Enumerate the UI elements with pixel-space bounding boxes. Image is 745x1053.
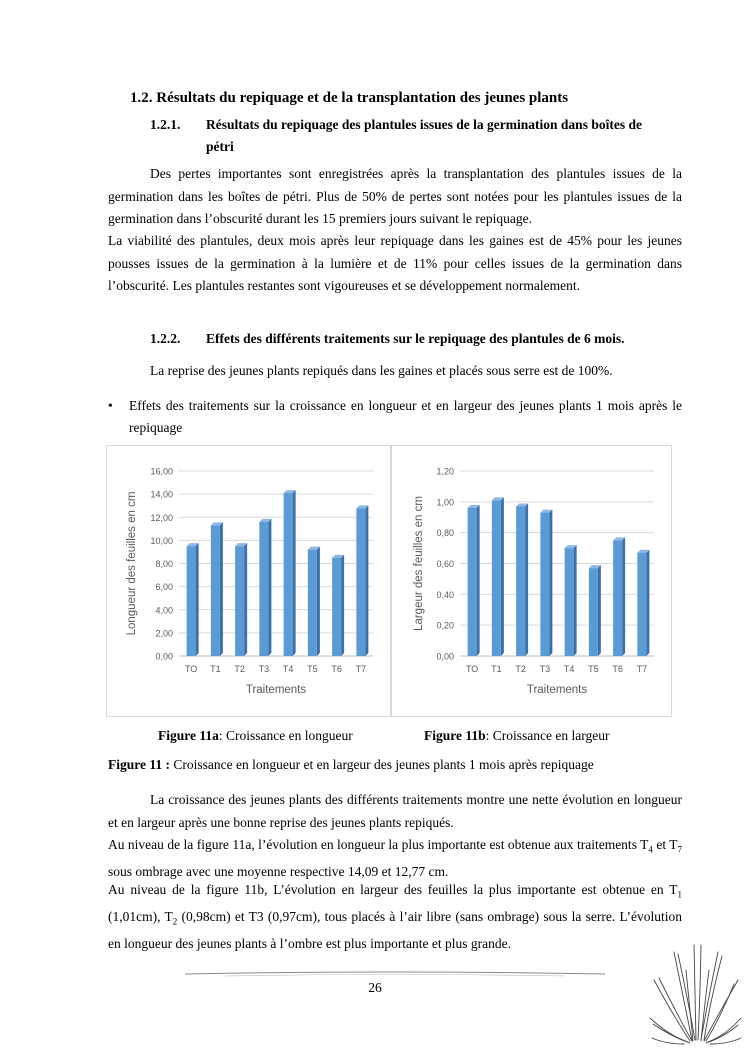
paragraph-fig11a-part1: Au niveau de la figure 11a, l’évolution en longueur la plus importante est obtenue aux traitements T bbox=[108, 837, 649, 852]
chart-11b-bar bbox=[516, 506, 525, 656]
chart-11b-xtick-label: T4 bbox=[563, 664, 575, 674]
chart-11a-xtick-label: T7 bbox=[355, 664, 367, 674]
subscript-4: 4 bbox=[648, 844, 653, 855]
paragraph-fig11b-part1: Au niveau de la figure 11b, L’évolution en largeur des feuilles la plus importante est obtenue en T bbox=[108, 882, 678, 897]
chart-11a-bar-side bbox=[244, 543, 247, 656]
chart-11a-bar bbox=[356, 508, 365, 656]
subsection-2-title: Effets des différents traitements sur le repiquage des plantules de 6 mois. bbox=[206, 331, 625, 346]
chart-11a-ytick-label: 12,00 bbox=[150, 512, 173, 523]
chart-11a-bar-side bbox=[341, 555, 344, 656]
chart-11b-ytick-label: 0,20 bbox=[436, 620, 454, 631]
subscript-7: 7 bbox=[677, 844, 682, 855]
chart-11a-bar bbox=[308, 550, 317, 656]
page-number: 26 bbox=[368, 980, 382, 995]
caption-11b-label: Figure 11b bbox=[424, 728, 486, 743]
chart-11b-bar-side bbox=[501, 497, 504, 656]
chart-11b-bar-side bbox=[525, 503, 528, 656]
chart-11b-bar bbox=[637, 553, 646, 656]
chart-11a-bar bbox=[284, 493, 293, 656]
chart-11a-bar-side bbox=[220, 522, 223, 656]
chart-11a-bar bbox=[235, 546, 244, 656]
chart-11a-frame bbox=[106, 445, 391, 717]
paragraph-recovery: La reprise des jeunes plants repiqués dans les gaines et placés sous serre est de 100%. bbox=[150, 363, 613, 378]
chart-11b-xtick-label: T5 bbox=[588, 664, 599, 674]
chart-11b-bar bbox=[540, 513, 549, 656]
chart-11a-xtick-label: T2 bbox=[234, 664, 245, 674]
chart-11a-bar bbox=[187, 546, 196, 656]
chart-11b-xlabel: Traitements bbox=[526, 684, 588, 696]
caption-11b-text: : Croissance en largeur bbox=[485, 728, 610, 743]
bullet-text: Effets des traitements sur la croissance en longueur et en largeur des jeunes plants 1 mois après le repiquage bbox=[129, 398, 682, 435]
chart-11a-bar-side bbox=[268, 519, 271, 656]
chart-11b-xtick-label: T7 bbox=[636, 664, 648, 674]
chart-11a-ytick-label: 0,00 bbox=[155, 651, 173, 662]
agave-plant-icon bbox=[648, 940, 743, 1048]
chart-11b-bar-side bbox=[477, 505, 480, 656]
chart-11b-ytick-label: 0,40 bbox=[436, 589, 454, 600]
chart-11b-ytick-label: 0,60 bbox=[436, 559, 454, 569]
caption-11b bbox=[424, 728, 609, 744]
chart-11a-xtick-label: T1 bbox=[210, 664, 221, 674]
subsection-1-number: 1.2.1. bbox=[150, 117, 181, 132]
caption-11 bbox=[108, 757, 594, 773]
subscript-1: 1 bbox=[677, 889, 682, 900]
subsection-2-number: 1.2.2. bbox=[150, 331, 181, 346]
chart-11a-ytick-label: 2,00 bbox=[155, 628, 173, 639]
chart-11a-bar-side bbox=[293, 490, 296, 656]
chart-11b-ytick-label: 0,00 bbox=[436, 651, 454, 662]
paragraph-growth: La croissance des jeunes plants des différents traitements montre une nette évolution en longueur et en largeur après une bonne reprise des jeunes plants repiqués. bbox=[108, 792, 682, 830]
chart-11a-bar bbox=[259, 522, 268, 656]
chart-11a-ytick-label: 16,00 bbox=[150, 466, 173, 477]
chart-11a-bar-side bbox=[365, 505, 368, 656]
chart-11b-bar bbox=[589, 568, 598, 656]
chart-11a-xtick-label: T4 bbox=[282, 664, 294, 674]
paragraph-fig11a bbox=[108, 834, 682, 884]
chart-11b-ylabel: Largeur des feuilles en cm bbox=[413, 496, 425, 631]
chart-11b-ytick-label: 1,00 bbox=[436, 497, 454, 508]
caption-11-text: Croissance en longueur et en largeur des jeunes plants 1 mois après repiquage bbox=[170, 757, 594, 772]
chart-11a-ytick-label: 14,00 bbox=[150, 489, 173, 500]
chart-11a-ytick-label: 8,00 bbox=[155, 559, 173, 569]
subsection-1-title-cont: pétri bbox=[206, 139, 234, 154]
chart-11b-bar-side bbox=[598, 565, 601, 656]
chart-11a-ytick-label: 6,00 bbox=[155, 582, 173, 593]
chart-11a-xtick-label: T3 bbox=[258, 664, 270, 674]
chart-11a-bar bbox=[332, 558, 341, 656]
chart-11b-bar bbox=[468, 508, 477, 656]
chart-11b-xtick-label: T2 bbox=[515, 664, 526, 674]
chart-11b-bar bbox=[565, 548, 574, 656]
chart-11a bbox=[107, 446, 390, 716]
chart-11a-xtick-label: T6 bbox=[331, 664, 342, 674]
chart-11b-bar-side bbox=[549, 510, 552, 656]
bullet-dot: • bbox=[108, 398, 113, 413]
chart-11b-bar-side bbox=[646, 550, 649, 656]
chart-11b-xtick-label: T3 bbox=[539, 664, 551, 674]
subsection-2-heading bbox=[150, 331, 624, 347]
chart-11b-xtick-label: T6 bbox=[612, 664, 623, 674]
chart-11a-ytick-label: 10,00 bbox=[150, 535, 173, 546]
subsection-1-title: Résultats du repiquage des plantules issues de la germination dans boîtes de bbox=[206, 117, 642, 132]
section-heading: 1.2. Résultats du repiquage et de la transplantation des jeunes plants bbox=[130, 90, 569, 106]
chart-11a-xtick-label: T5 bbox=[307, 664, 318, 674]
chart-11a-xlabel: Traitements bbox=[245, 684, 307, 696]
chart-11a-bar-side bbox=[196, 543, 199, 656]
chart-11b-ytick-label: 1,20 bbox=[436, 466, 454, 477]
chart-11b-bar-side bbox=[622, 537, 625, 656]
chart-11a-ylabel: Longueur des feuilles en cm bbox=[126, 491, 138, 636]
caption-11-label: Figure 11 : bbox=[108, 757, 170, 772]
chart-11b-xtick-label: TO bbox=[465, 664, 479, 674]
paragraph-fig11b-part3: (0,98cm) et T3 (0,97cm), tous placés à l’air libre (sans ombrage) sous la serre. L’évolution en longueur des jeunes plants à l’ombre est plus importante et plus grande. bbox=[108, 909, 682, 952]
chart-11a-ytick-label: 4,00 bbox=[155, 605, 173, 616]
chart-11a-bar bbox=[211, 525, 220, 656]
paragraph-fig11b-part2: (1,01cm), T bbox=[108, 909, 173, 925]
caption-11a-label: Figure 11a bbox=[158, 728, 219, 743]
paragraph-fig11a-part2: et T bbox=[652, 837, 678, 852]
chart-11b-bar-side bbox=[574, 545, 577, 656]
subsection-1-heading bbox=[150, 114, 690, 158]
caption-11a bbox=[158, 728, 353, 744]
subscript-2: 2 bbox=[172, 916, 178, 927]
chart-11b-bar bbox=[613, 540, 622, 656]
chart-11b-bar bbox=[492, 500, 501, 656]
caption-11a-text: : Croissance en longueur bbox=[218, 728, 353, 743]
chart-11b bbox=[392, 446, 671, 716]
chart-11a-bar-side bbox=[317, 547, 320, 656]
chart-11b-xtick-label: T1 bbox=[491, 664, 502, 674]
chart-11b-ytick-label: 0,80 bbox=[436, 528, 454, 539]
paragraph-fig11b bbox=[108, 879, 682, 956]
paragraph-losses: Des pertes importantes sont enregistrées après la transplantation des plantules issues de la germination dans les boîtes de pétri. Plus de 50% de pertes sont notées pour les plantules issues de la germination dans l’obscurité durant les 15 premiers jours suivant le repiquage. bbox=[108, 166, 682, 226]
chart-11a-xtick-label: TO bbox=[184, 664, 198, 674]
footer-rule bbox=[185, 968, 605, 978]
paragraph-fig11a-part3: sous ombrage avec une moyenne respective 14,09 et 12,77 cm. bbox=[108, 864, 449, 880]
bullet-item bbox=[108, 395, 682, 439]
chart-11b-frame bbox=[391, 445, 672, 717]
paragraph-viability: La viabilité des plantules, deux mois après leur repiquage dans les gaines est de 45% pour les jeunes pousses issues de la germination à la lumière et de 11% pour celles issues de la germination dans l’obscurité. Les plantules restantes sont vigoureuses et se développement normalement. bbox=[108, 233, 682, 293]
